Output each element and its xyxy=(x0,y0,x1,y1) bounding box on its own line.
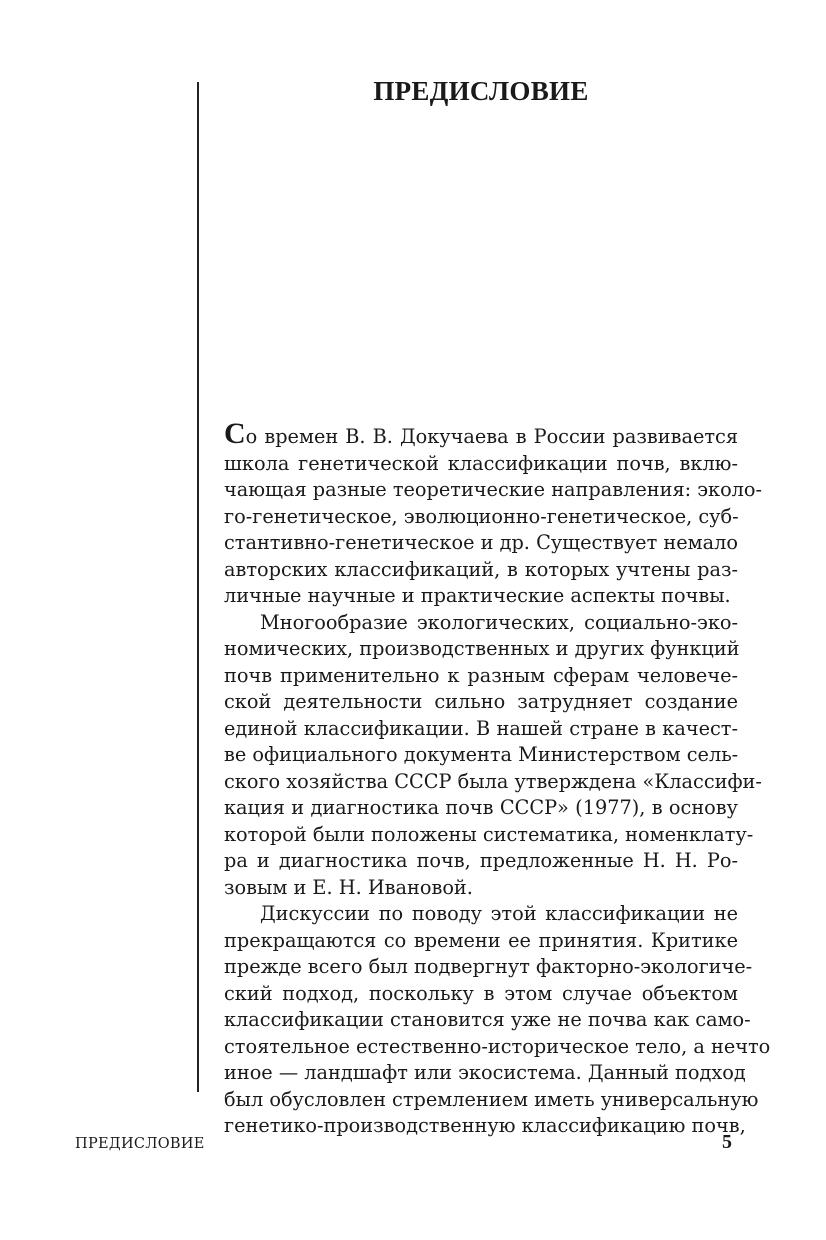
text-line: ского хозяйства СССР была утверждена «Классифи- xyxy=(224,769,762,793)
text-line: стантивно-генетическое и др. Существует немало xyxy=(224,531,738,554)
text-line: стоятельное естественно-историческое тело, а нечто xyxy=(224,1034,771,1058)
drop-initial: С xyxy=(224,417,246,450)
text-line: кация и диагностика почв СССР» (1977), в основу xyxy=(224,796,738,819)
text-line: ской деятельности сильно затрудняет создание xyxy=(224,690,738,713)
text-line: классификации становится уже не почва как само- xyxy=(224,1008,751,1031)
text-line: школа генетической классификации почв, вклю- xyxy=(224,451,738,475)
text-line: ве официального документа Министерством сель- xyxy=(224,743,739,766)
text-line: почв применительно к разным сферам человече- xyxy=(224,663,738,687)
text-line: которой были положены систематика, номенклату- xyxy=(224,822,754,846)
page-number: 5 xyxy=(722,1131,732,1153)
text-line: прекращаются со времени ее принятия. Критике xyxy=(224,928,738,952)
text-line: зовым и Е. Н. Ивановой. xyxy=(224,875,473,899)
margin-rule xyxy=(197,82,199,1092)
text-line: единой классификации. В нашей стране в качест- xyxy=(224,716,738,740)
running-footer-title: ПРЕДИСЛОВИЕ xyxy=(75,1136,205,1152)
body-text xyxy=(224,417,771,1140)
text-line: личные научные и практические аспекты почвы. xyxy=(224,584,731,607)
text-line: го-генетическое, эволюционно-генетическое, суб- xyxy=(224,504,739,528)
text-line: авторских классификаций, в которых учтены раз- xyxy=(224,557,738,581)
text-line-content: о времен В. В. Докучаева в России развивается xyxy=(245,425,738,448)
text-line: Многообразие экологических, социально-эко- xyxy=(260,610,738,634)
text-line: генетико-производственную классификацию почв, xyxy=(224,1114,746,1137)
text-line: иное — ландшафт или экосистема. Данный подход xyxy=(224,1061,746,1084)
text-line: был обусловлен стремлением иметь универсальную xyxy=(224,1087,759,1111)
text-line xyxy=(224,417,738,451)
text-line: прежде всего был подвергнут факторно-экологиче- xyxy=(224,955,753,978)
text-line: ра и диагностика почв, предложенные Н. Н. Ро- xyxy=(224,849,738,872)
text-line: номических, производственных и других функций xyxy=(224,637,740,660)
text-line: Дискуссии по поводу этой классификации не xyxy=(260,902,738,925)
chapter-title: ПРЕДИСЛОВИЕ xyxy=(373,76,589,106)
text-line: чающая разные теоретические направления: эколо- xyxy=(224,478,763,501)
text-line: ский подход, поскольку в этом случае объектом xyxy=(224,981,738,1005)
